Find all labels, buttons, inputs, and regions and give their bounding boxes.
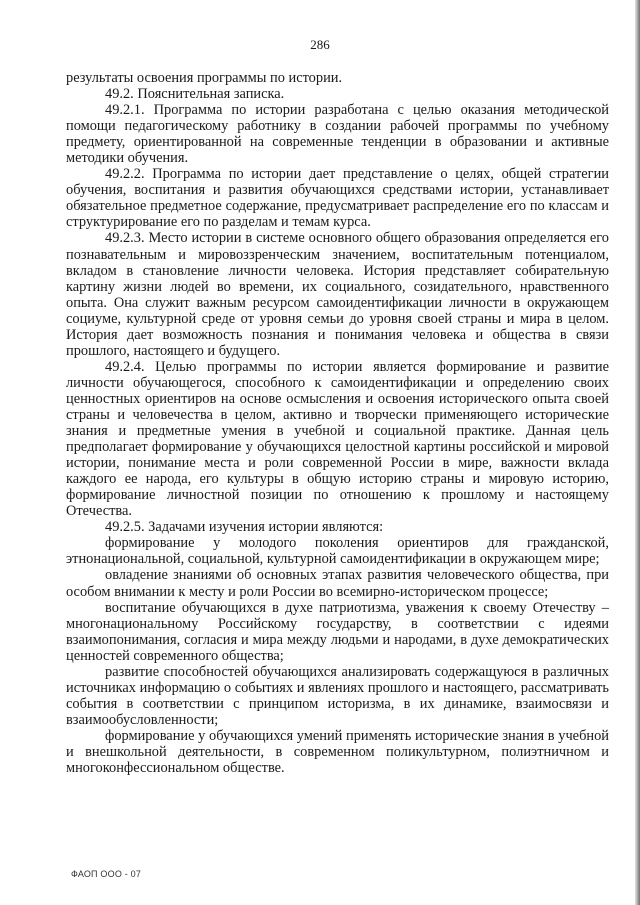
page-number: 286 (310, 37, 330, 52)
paragraph-49-2-1: 49.2.1. Программа по истории разработана с целью оказания методической помощи педагогическому работнику в создании рабочей программы по учебному предмету, ориентированной на современные тенденции в образовании и активные методики обучения. (66, 102, 609, 167)
footer-label: ФАОП ООО - 07 (71, 869, 142, 879)
task-item-analysis: развитие способностей обучающихся анализировать содержащуюся в различных источниках информацию о событиях и явлениях прошлого и настоящего, рассматривать события в соответствии с принципом историзма, в их динамике, взаимосвязи и взаимообусловленности; (66, 663, 609, 728)
paragraph-section-heading: 49.2. Пояснительная записка. (105, 86, 285, 103)
task-item-skills: формирование у обучающихся умений применять исторические знания в учебной и внешкольной деятельности, в современном поликультурном, полиэтничном и многоконфессиональном обществе. (66, 727, 609, 777)
paragraph-49-2-2: 49.2.2. Программа по истории дает представление о целях, общей стратегии обучения, воспитания и развития обучающихся средствами истории, устанавливает обязательное предметное содержание, предусматривает распределение его по классам и структурирование его по разделам и темам курса. (66, 166, 609, 231)
paragraph-49-2-4: 49.2.4. Целью программы по истории является формирование и развитие личности обучающегося, способного к самоидентификации и определению своих ценностных ориентиров на основе осмысления и освоения исторического опыта своей страны и человечества в целом, активно и творчески применяющего исторические знания и предметные умения в учебной и социальной практике. Данная цель предполагает формирование у обучающихся целостной картины российской и мировой истории, понимание места и роли современной России в мире, важности вклада каждого ее народа, его культуры в общую историю страны и мировую историю, формирование личностной позиции по отношению к прошлому и настоящему Отечества. (66, 358, 609, 520)
document-body (66, 70, 609, 776)
task-item-patriotism: воспитание обучающихся в духе патриотизма, уважения к своему Отечеству – многонациональному Российскому государству, в соответствии с идеями взаимопонимания, согласия и мира между людьми и народами, в духе демократических ценностей современного общества; (66, 599, 609, 664)
paragraph-continuation: результаты освоения программы по истории. (66, 70, 343, 86)
scan-edge-shadow (635, 0, 640, 905)
paragraph-49-2-3: 49.2.3. Место истории в системе основного общего образования определяется его познавательным и мировоззренческим значением, воспитательным потенциалом, вкладом в становление личности человека. История представляет собирательную картину жизни людей во времени, их социального, созидательного, нравственного опыта. Она служит важным ресурсом самоидентификации личности в окружающем социуме, культурной среде от уровня семьи до уровня своей страны и мира в целом. История дает возможность познания и понимания человека и общества в связи прошлого, настоящего и будущего. (66, 230, 609, 359)
task-item-knowledge: овладение знаниями об основных этапах развития человеческого общества, при особом внимании к месту и роли России во всемирно-историческом процессе; (66, 567, 609, 600)
task-item-identity: формирование у молодого поколения ориентиров для гражданской, этнонациональной, социальной, культурной самоидентификации в окружающем мире; (66, 535, 609, 568)
paragraph-49-2-5: 49.2.5. Задачами изучения истории являются: (105, 519, 384, 536)
